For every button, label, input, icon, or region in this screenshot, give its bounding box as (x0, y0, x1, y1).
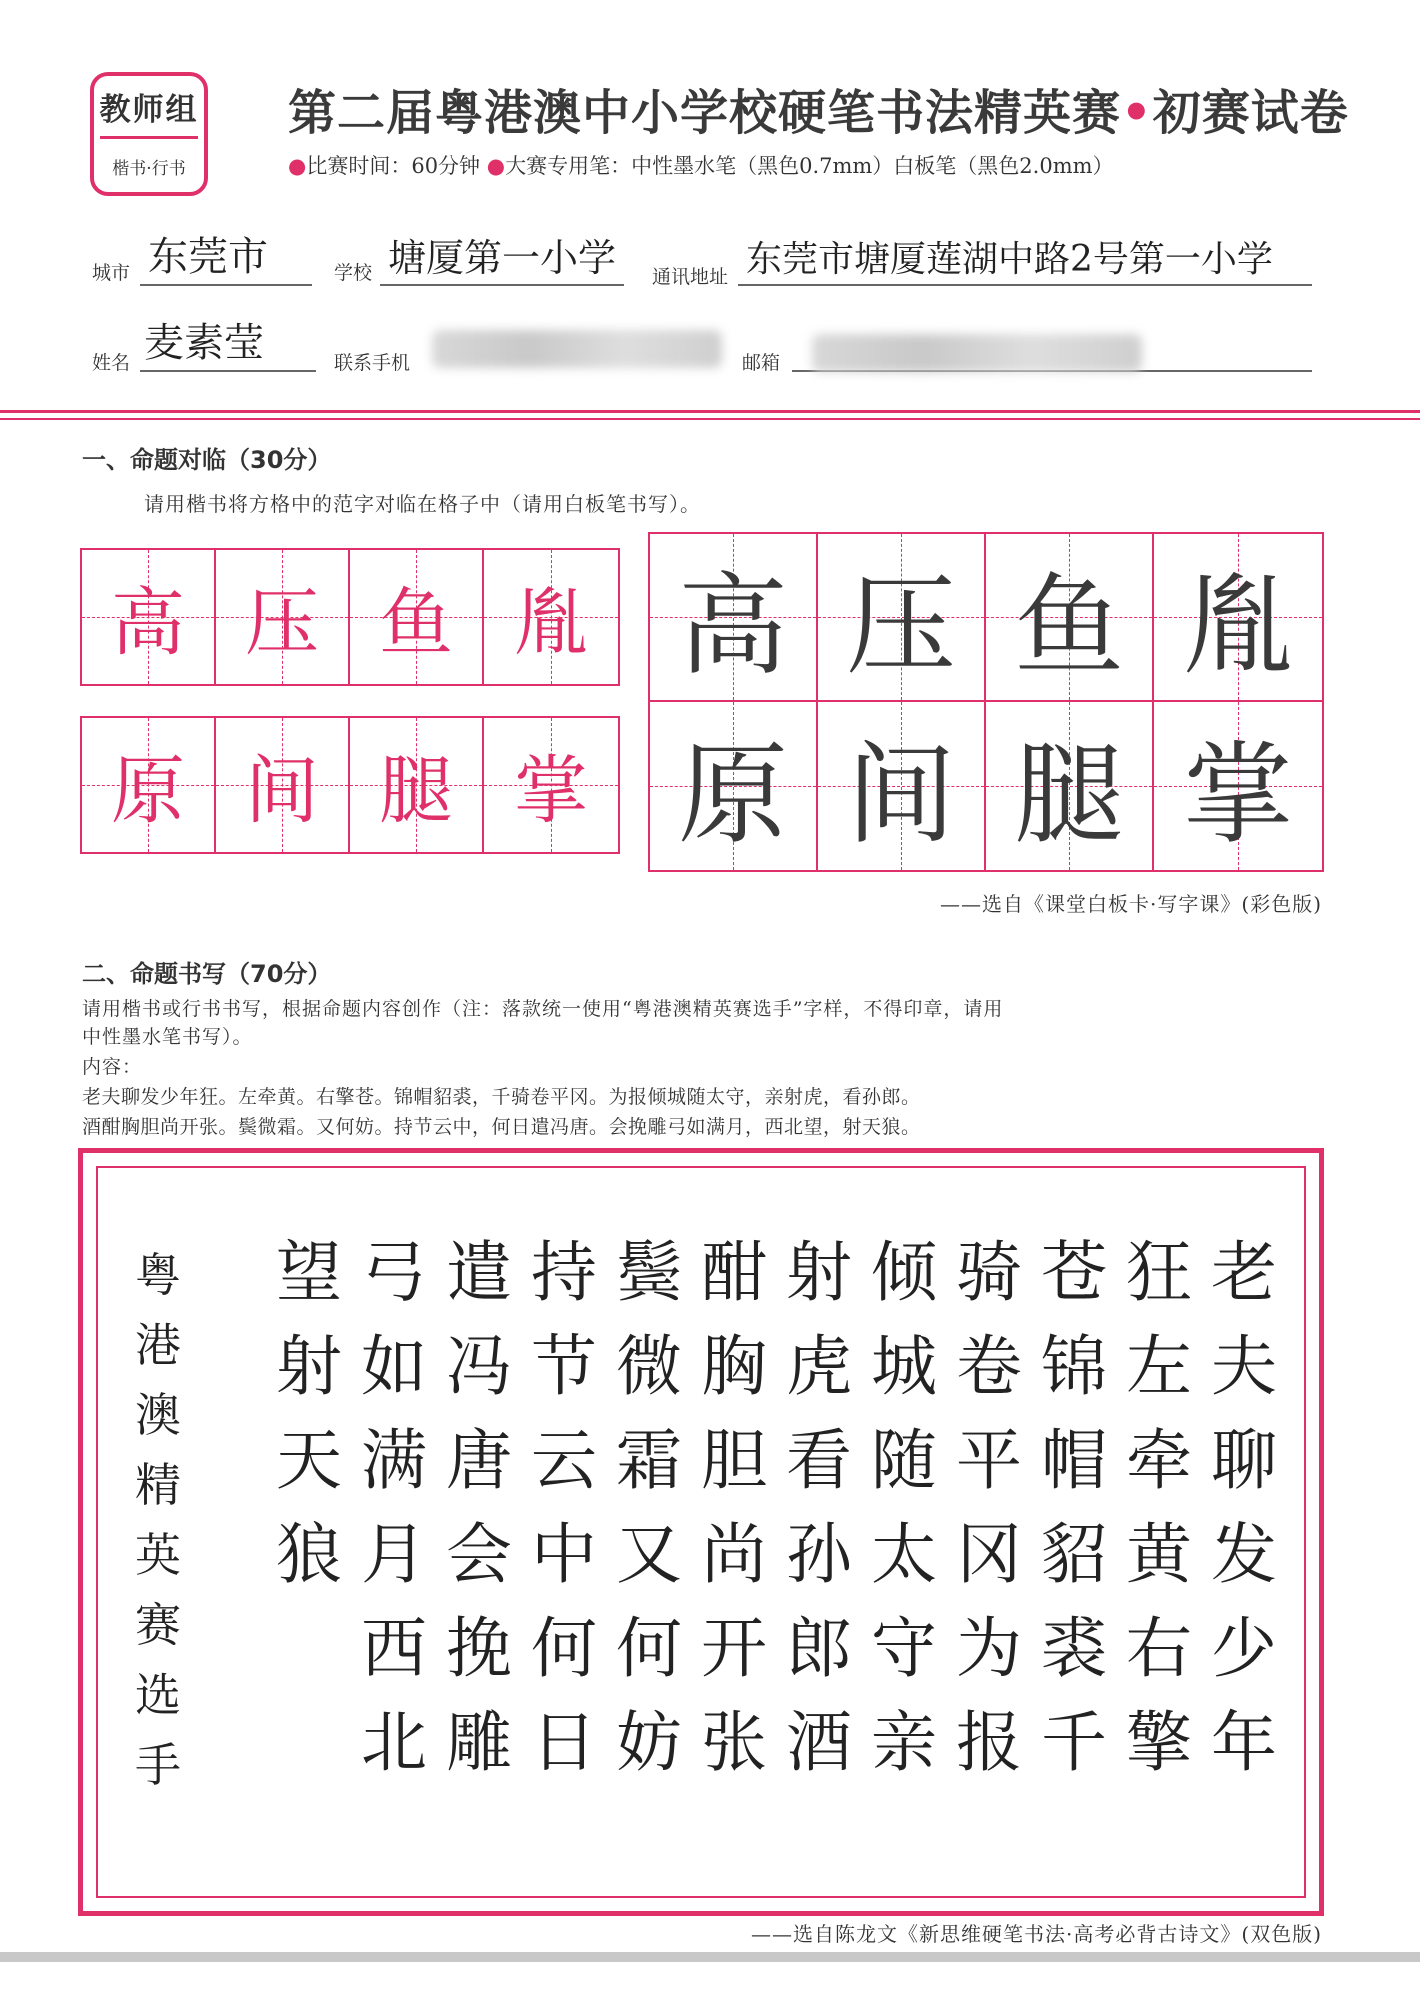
header-divider-thin (0, 418, 1420, 420)
school-field[interactable] (380, 236, 624, 286)
calligraphy-char: 霜 (616, 1422, 682, 1499)
calligraphy-column (949, 1226, 1029, 1790)
calligraphy-char: 苍 (1041, 1234, 1107, 1311)
calligraphy-char: 射 (786, 1234, 852, 1311)
info-time: 比赛时间：60分钟 (306, 154, 481, 178)
calligraphy-char: 何 (531, 1610, 597, 1687)
calligraphy-char: 守 (871, 1610, 937, 1687)
practice-char: 掌 (514, 748, 588, 834)
calligraphy-char: 何 (616, 1610, 682, 1687)
calligraphy-char: 夫 (1211, 1328, 1277, 1405)
calligraphy-char: 妨 (616, 1704, 682, 1781)
practice-grid-row2[interactable] (80, 716, 620, 854)
model-cell (1154, 702, 1322, 870)
practice-cell[interactable] (350, 718, 484, 852)
calligraphy-char: 冯 (446, 1328, 512, 1405)
model-char: 掌 (1183, 731, 1293, 859)
calligraphy-char: 又 (616, 1516, 682, 1593)
calligraphy-char: 中 (531, 1516, 597, 1593)
calligraphy-char: 开 (701, 1610, 767, 1687)
practice-cell[interactable] (484, 718, 618, 852)
model-char: 原 (678, 731, 788, 859)
calligraphy-char: 北 (361, 1704, 427, 1781)
city-value: 东莞市 (148, 234, 268, 280)
title-tail: 初赛试卷 (1152, 85, 1349, 141)
calligraphy-char: 天 (276, 1422, 342, 1499)
badge-style-label: 楷书·行书 (112, 159, 186, 179)
info-pens: 大赛专用笔：中性墨水笔（黑色0.7mm）白板笔（黑色2.0mm） (505, 154, 1114, 178)
section2-heading: 二、命题书写（70分） (82, 960, 332, 988)
model-char: 压 (846, 562, 956, 690)
calligraphy-char: 右 (1126, 1610, 1192, 1687)
calligraphy-char: 随 (871, 1422, 937, 1499)
calligraphy-column (1034, 1226, 1114, 1790)
signature-column (128, 1240, 188, 1800)
calligraphy-char: 唐 (446, 1422, 512, 1499)
model-cell (1154, 534, 1322, 700)
bottom-bar (0, 1952, 1420, 1962)
practice-char: 间 (245, 748, 319, 834)
calligraphy-char: 报 (956, 1704, 1022, 1781)
signature-char: 手 (135, 1738, 181, 1792)
title-main: 第二届粤港澳中小学校硬笔书法精英赛 (288, 85, 1122, 141)
phone-redacted (432, 330, 722, 368)
city-field[interactable] (140, 234, 312, 286)
badge-divider (100, 136, 198, 139)
model-char: 高 (678, 562, 788, 690)
practice-char: 压 (245, 580, 319, 666)
calligraphy-char: 酒 (786, 1704, 852, 1781)
calligraphy-char: 张 (701, 1704, 767, 1781)
calligraphy-char: 帽 (1041, 1422, 1107, 1499)
calligraphy-column (524, 1226, 604, 1790)
calligraphy-char: 聊 (1211, 1422, 1277, 1499)
practice-cell[interactable] (216, 550, 350, 684)
calligraphy-char: 貂 (1041, 1516, 1107, 1593)
signature-char: 精 (135, 1458, 181, 1512)
school-label: 学校 (334, 262, 373, 284)
calligraphy-column (779, 1226, 859, 1790)
calligraphy-column (609, 1226, 689, 1790)
practice-cell[interactable] (350, 550, 484, 684)
calligraphy-char: 日 (531, 1704, 597, 1781)
calligraphy-char: 雕 (446, 1704, 512, 1781)
calligraphy-char: 望 (276, 1234, 342, 1311)
name-label: 姓名 (92, 352, 131, 374)
practice-char: 胤 (514, 580, 588, 666)
teacher-group-badge (90, 72, 208, 196)
practice-grid-row1[interactable] (80, 548, 620, 686)
address-label: 通讯地址 (652, 266, 729, 288)
calligraphy-char: 孙 (786, 1516, 852, 1593)
model-grid-row1 (650, 534, 1322, 702)
model-cell (650, 702, 818, 870)
calligraphy-char: 少 (1211, 1610, 1277, 1687)
calligraphy-char: 郎 (786, 1610, 852, 1687)
calligraphy-char: 倾 (871, 1234, 937, 1311)
calligraphy-column (1204, 1226, 1284, 1790)
calligraphy-char: 左 (1126, 1328, 1192, 1405)
practice-cell[interactable] (216, 718, 350, 852)
signature-char: 澳 (135, 1388, 181, 1442)
calligraphy-char: 黄 (1126, 1516, 1192, 1593)
calligraphy-char: 冈 (956, 1516, 1022, 1593)
name-field[interactable] (140, 320, 316, 372)
practice-char: 腿 (379, 748, 453, 834)
calligraphy-char: 满 (361, 1422, 427, 1499)
section2-instruction-1: 请用楷书或行书书写，根据命题内容创作（注：落款统一使用“粤港澳精英赛选手”字样，不得印章，请用 (82, 998, 1004, 1020)
model-cell (818, 534, 986, 700)
calligraphy-column (354, 1226, 434, 1790)
model-char: 间 (846, 731, 956, 859)
calligraphy-char: 尚 (701, 1516, 767, 1593)
calligraphy-char: 狼 (276, 1516, 342, 1593)
model-cell (986, 702, 1154, 870)
email-redacted (812, 334, 1142, 372)
model-char: 鱼 (1014, 562, 1124, 690)
calligraphy-char: 城 (871, 1328, 937, 1405)
competition-info (288, 150, 1114, 180)
page-title (288, 74, 1349, 143)
section2-source: ——选自陈龙文《新思维硬笔书法·高考必背古诗文》(双色版) (751, 1922, 1322, 1946)
calligraphy-char: 持 (531, 1234, 597, 1311)
address-field[interactable] (738, 239, 1312, 286)
city-label: 城市 (92, 262, 131, 284)
practice-char: 高 (111, 580, 185, 666)
email-label: 邮箱 (742, 352, 781, 374)
calligraphy-char: 太 (871, 1516, 937, 1593)
model-char: 腿 (1014, 731, 1124, 859)
calligraphy-char: 西 (361, 1610, 427, 1687)
phone-field[interactable] (432, 330, 722, 370)
calligraphy-char: 云 (531, 1422, 597, 1499)
badge-group-label: 教师组 (99, 92, 199, 128)
calligraphy-char: 弓 (361, 1234, 427, 1311)
calligraphy-char: 胆 (701, 1422, 767, 1499)
calligraphy-char: 射 (276, 1328, 342, 1405)
practice-cell[interactable] (82, 550, 216, 684)
calligraphy-char: 为 (956, 1610, 1022, 1687)
calligraphy-char: 锦 (1041, 1328, 1107, 1405)
signature-char: 选 (135, 1668, 181, 1722)
calligraphy-char: 发 (1211, 1516, 1277, 1593)
calligraphy-column (1119, 1226, 1199, 1790)
calligraphy-char: 卷 (956, 1328, 1022, 1405)
calligraphy-column (864, 1226, 944, 1790)
calligraphy-char: 亲 (871, 1704, 937, 1781)
calligraphy-column (269, 1226, 349, 1602)
content-label: 内容： (82, 1056, 143, 1078)
calligraphy-char: 遣 (446, 1234, 512, 1311)
calligraphy-char: 裘 (1041, 1610, 1107, 1687)
practice-char: 鱼 (379, 580, 453, 666)
calligraphy-char: 挽 (446, 1610, 512, 1687)
poem-line-1: 老夫聊发少年狂。左牵黄。右擎苍。锦帽貂裘，千骑卷平冈。为报倾城随太守，亲射虎，看孙郎。 (82, 1086, 921, 1108)
name-value: 麦素莹 (144, 320, 264, 366)
phone-label: 联系手机 (334, 352, 411, 374)
address-value: 东莞市塘厦莲湖中路2号第一小学 (746, 239, 1273, 280)
practice-char: 原 (111, 748, 185, 834)
model-char: 胤 (1183, 562, 1293, 690)
calligraphy-char: 胸 (701, 1328, 767, 1405)
calligraphy-char: 虎 (786, 1328, 852, 1405)
model-cell (986, 534, 1154, 700)
calligraphy-char: 月 (361, 1516, 427, 1593)
calligraphy-char: 看 (786, 1422, 852, 1499)
calligraphy-char: 酣 (701, 1234, 767, 1311)
section1-instruction: 请用楷书将方格中的范字对临在格子中（请用白板笔书写）。 (144, 492, 701, 516)
model-grid (648, 532, 1324, 872)
practice-cell[interactable] (82, 718, 216, 852)
signature-char: 港 (135, 1318, 181, 1372)
calligraphy-char: 千 (1041, 1704, 1107, 1781)
calligraphy-column (439, 1226, 519, 1790)
calligraphy-char: 狂 (1126, 1234, 1192, 1311)
model-cell (818, 702, 986, 870)
calligraphy-char: 节 (531, 1328, 597, 1405)
signature-char: 英 (135, 1528, 181, 1582)
model-grid-row2 (650, 702, 1322, 870)
calligraphy-char: 平 (956, 1422, 1022, 1499)
calligraphy-char: 年 (1211, 1704, 1277, 1781)
calligraphy-char: 牵 (1126, 1422, 1192, 1499)
section1-source: ——选自《课堂白板卡·写字课》(彩色版) (940, 892, 1322, 916)
calligraphy-char: 老 (1211, 1234, 1277, 1311)
calligraphy-column (694, 1226, 774, 1790)
bullet-icon: ● (486, 154, 506, 178)
practice-cell[interactable] (484, 550, 618, 684)
bullet-icon: ● (288, 154, 307, 178)
poem-line-2: 酒酣胸胆尚开张。鬓微霜。又何妨。持节云中，何日遣冯唐。会挽雕弓如满月，西北望，射天狼。 (82, 1116, 921, 1138)
calligraphy-char: 会 (446, 1516, 512, 1593)
calligraphy-char: 骑 (956, 1234, 1022, 1311)
section2-instruction-2: 中性墨水笔书写）。 (82, 1026, 253, 1048)
calligraphy-char: 如 (361, 1328, 427, 1405)
section1-heading: 一、命题对临（30分） (82, 446, 332, 474)
email-field[interactable] (792, 334, 1312, 372)
model-cell (650, 534, 818, 700)
calligraphy-char: 擎 (1126, 1704, 1192, 1781)
calligraphy-char: 微 (616, 1328, 682, 1405)
signature-char: 赛 (135, 1598, 181, 1652)
title-dot: • (1121, 85, 1153, 141)
signature-char: 粤 (135, 1248, 181, 1302)
school-value: 塘厦第一小学 (388, 236, 617, 280)
calligraphy-char: 鬓 (616, 1234, 682, 1311)
header-divider (0, 410, 1420, 413)
